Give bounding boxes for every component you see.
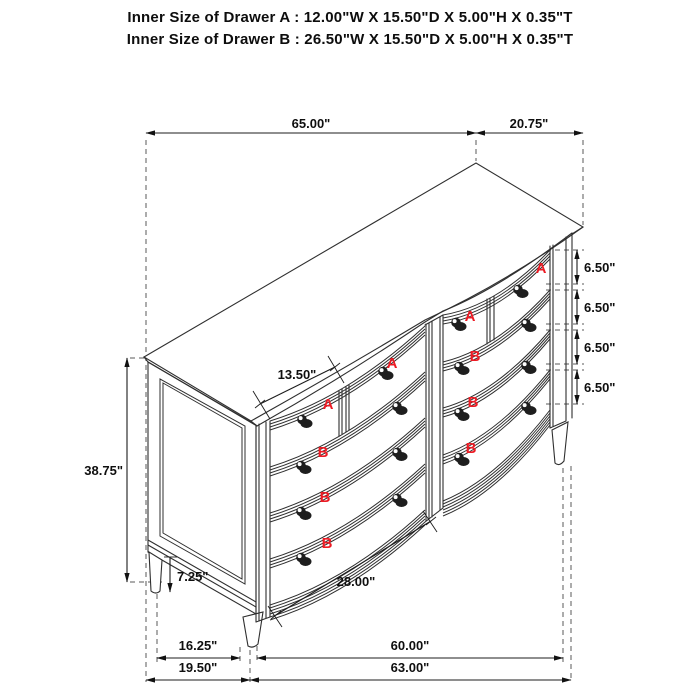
knob-icon	[521, 361, 536, 374]
drawer-b-label: B	[321, 535, 333, 552]
knob-icon	[297, 415, 312, 428]
dim-base-depth-inner: 16.25"	[178, 638, 218, 653]
center-stile	[425, 315, 443, 522]
dim-overall-height: 38.75"	[84, 463, 123, 478]
knob-icon	[392, 448, 407, 461]
dim-drawer-a-width: 13.50"	[277, 367, 317, 382]
dim-top-depth: 20.75"	[509, 116, 549, 131]
header-line-1: Inner Size of Drawer A : 12.00"W X 15.50"D X 5.00"H X 0.35"T	[127, 9, 573, 26]
drawer-a-label: A	[464, 308, 476, 325]
knob-icon	[513, 285, 528, 298]
dim-drawer-height-2: 6.50"	[584, 300, 616, 315]
drawer-b-label: B	[467, 394, 479, 411]
drawer-a-label: A	[535, 260, 547, 277]
knob-icon	[296, 553, 311, 566]
dim-base-depth-outer: 19.50"	[178, 660, 218, 675]
dim-drawer-height-3: 6.50"	[584, 340, 616, 355]
dim-drawer-height-4: 6.50"	[584, 380, 616, 395]
drawer-b-label: B	[465, 440, 477, 457]
dim-leg-height: 7.25"	[177, 569, 209, 584]
knob-icon	[521, 319, 536, 332]
dim-base-width-inner: 60.00"	[390, 638, 430, 653]
header-line-2: Inner Size of Drawer B : 26.50"W X 15.50"D X 5.00"H X 0.35"T	[126, 31, 574, 48]
drawer-b-label: B	[317, 444, 329, 461]
knob-icon	[296, 461, 311, 474]
drawer-a-label: A	[322, 396, 334, 413]
back-left-leg	[149, 552, 162, 593]
drawer-b-label: B	[469, 348, 481, 365]
dim-base-width-outer: 63.00"	[390, 660, 430, 675]
drawer-a-label: A	[386, 355, 398, 372]
front-left-leg	[243, 612, 263, 647]
knob-icon	[392, 402, 407, 415]
drawer-b-label: B	[319, 489, 331, 506]
dim-top-width: 65.00"	[291, 116, 331, 131]
knob-icon	[454, 362, 469, 375]
dim-drawer-height-1: 6.50"	[584, 260, 616, 275]
front-right-leg	[552, 422, 568, 465]
dim-drawer-b-width: 28.00"	[336, 574, 376, 589]
knob-icon	[392, 494, 407, 507]
right-a-divider	[487, 296, 494, 344]
knob-icon	[521, 402, 536, 415]
knob-icon	[296, 507, 311, 520]
left-post	[256, 421, 270, 622]
